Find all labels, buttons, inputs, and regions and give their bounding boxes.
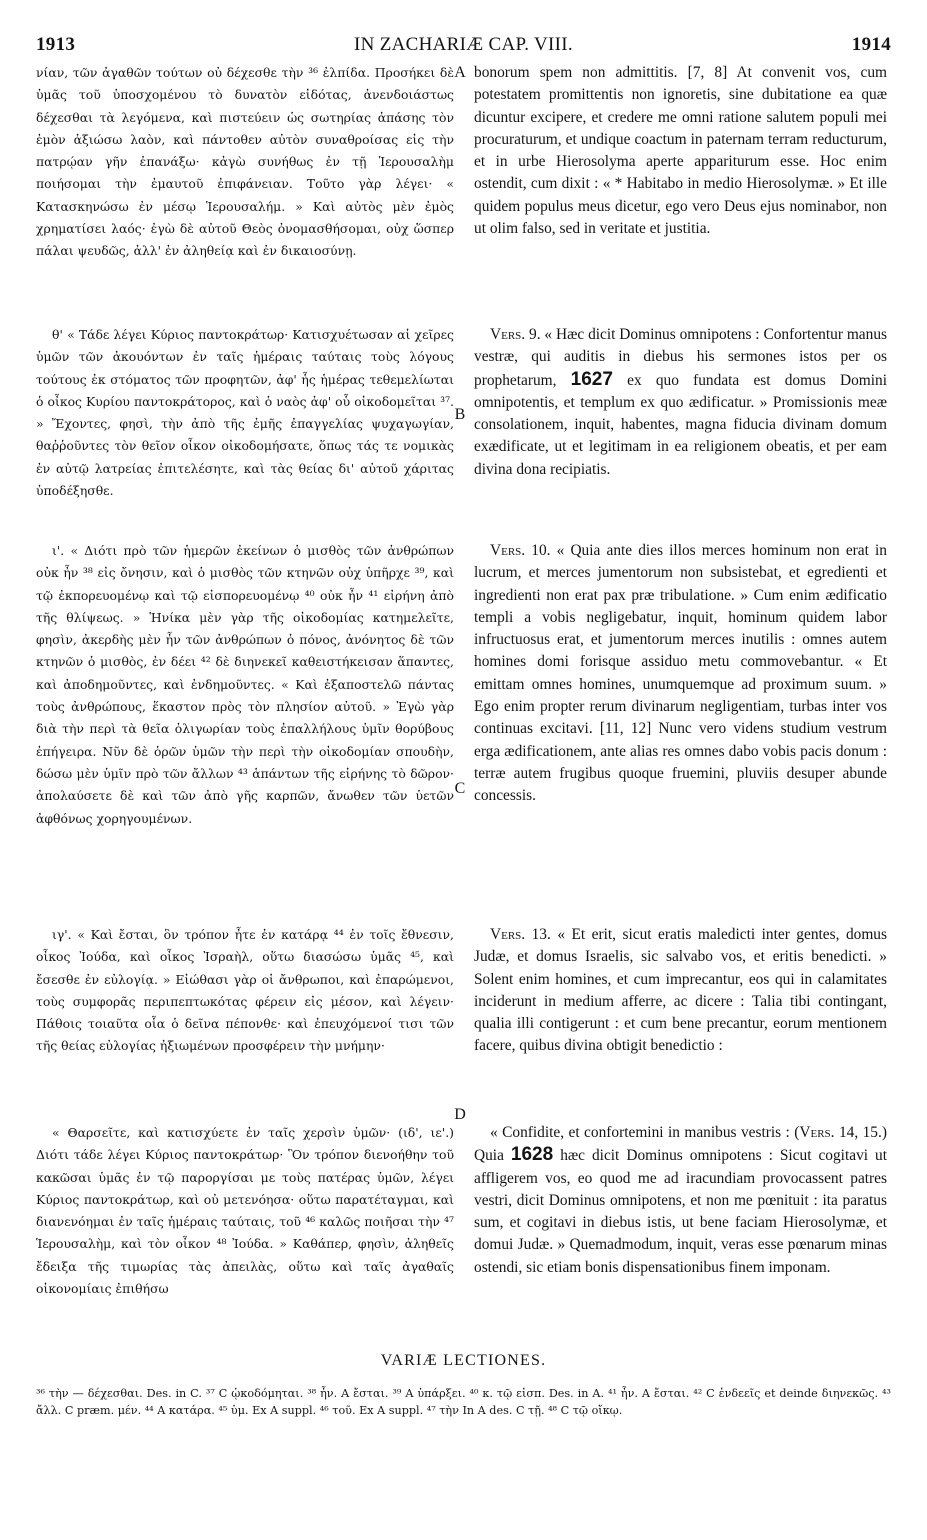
latin-text: « Confidite, et confortemini in manibus vestris : (	[490, 1124, 800, 1141]
latin-paragraph	[474, 540, 887, 808]
latin-text: ) Quia	[474, 1124, 887, 1165]
margin-letter-c: C	[454, 780, 466, 797]
latin-text: « Hæc dicit Dominus omnipotens : Confortentur manus vestræ, qui auditis in diebus his sermones istos per os prophetarum,	[474, 326, 888, 389]
greek-paragraph: ι'. « Διότι πρὸ τῶν ἡμερῶν ἐκείνων ὁ μισθὸς τῶν ἀνθρώπων οὐκ ἦν ³⁸ εἰς ὄνησιν, καὶ ὁ μισθὸς τῶν κτηνῶν οὐχ ὑπῆρχε ³⁹, καὶ τῷ ἐκπορευομένῳ καὶ τῷ εἰσπορευομένῳ ⁴⁰ οὐκ ἦν ⁴¹ εἰρήνη ἀπὸ τῆς θλίψεως. » Ἡνίκα μὲν γὰρ τῆς οἰκοδομίας κατημελεῖτε, φησὶν, ἀκερδὴς μὲν ἦν τῶν ἀνθρώπων ὁ πόνος, ἀνόνητος δὲ τῶν κτηνῶν ὁ μισθὸς, ἐν δέει ⁴² δὲ διηνεκεῖ καθειστήκεισαν ἅπαντες, καὶ ἀποδημοῦντες, καὶ ἐνδημοῦντες. « Καὶ ἐξαποστελῶ πάντας τοὺς ἀνθρώπους, ἕκαστον πρὸς τὸν πλησίον αὐτοῦ. » Ἐγὼ γὰρ διὰ τὴν περὶ τὰ θεῖα ὀλιγωρίαν τοὺς ἐπαλλήλους ὑμῖν θορύβους ἐπήγειρα. Νῦν δὲ ὁρῶν ὑμῶν τὴν περὶ τὴν οἰκοδομίαν σπουδὴν, δώσω μὲν ὑμῖν πρὸ τῶν ἄλλων ⁴³ ἁπάντων τῆς εἰρήνης τὸ δῶρον· ἀπολαύσετε δὲ καὶ τῶν ἀπὸ γῆς καρπῶν, ἄνωθεν τῶν ὑετῶν ἀφθόνως χορηγουμένων.	[36, 543, 454, 826]
verse-marker: Vers. 14, 15.	[799, 1124, 882, 1141]
verse-marker: Vers. 10.	[490, 542, 551, 559]
greek-paragraph: « Θαρσεῖτε, καὶ κατισχύετε ἐν ταῖς χερσὶν ὑμῶν· (ιδ', ιε'.) Διότι τάδε λέγει Κύριος παντοκράτωρ· Ὃν τρόπον διενοήθην τοῦ κακῶσαι ὑμᾶς ἐν τῷ παροργίσαι με τοὺς πατέρας ὑμῶν, λέγει Κύριος παντοκράτωρ, καὶ οὐ μετενόησα· οὕτω παρατέταγμαι, καὶ διανενόημαι ἐν ταῖς ἡμέραις ταύταις, τοῦ ⁴⁶ καλῶς ποιῆσαι τὴν ⁴⁷ Ἱερουσαλὴμ, καὶ τὸν οἶκον ⁴⁸ Ἰούδα. » Καθάπερ, φησὶν, ἀληθεῖς ἔδειξα τῆς τιμωρίας τὰς ἀπειλὰς, οὕτω καὶ ταῖς ἀγαθαῖς οἰκονομίαις ἐπιθήσω	[36, 1125, 454, 1297]
latin-paragraph	[474, 924, 887, 1058]
margin-letter-a: A	[454, 64, 466, 81]
latin-paragraph	[474, 324, 887, 481]
greek-paragraph: νίαν, τῶν ἀγαθῶν τούτων οὐ δέχεσθε τὴν ³⁶ ἐλπίδα. Προσήκει δὲ ὑμᾶς τοῦ ὑποσχομένου τὸ δυνατὸν εἰδότας, ἀνενδοιάστως δέχεσθαι τὰ λεγόμενα, καὶ πιστεύειν ὡς σωτηρίας ἁπάσης τὸν ἐμὸν ἀξιώσω λαὸν, καὶ πάντοθεν αὐτὸν συναθροίσας εἰς τὴν πατρῴαν γῆν ἐπανάξω· κἀγὼ συνήθως ἐν τῇ Ἱερουσαλὴμ ποιήσομαι τὴν ἐμαυτοῦ ἐπιφάνειαν. Τοῦτο γὰρ λέγει· « Κατασκηνώσω ἐν μέσῳ Ἱερουσαλήμ. » Καὶ αὐτὸς μὲν ἐμὸς χρηματίσει λαός· ἐγὼ δὲ αὐτοῦ Θεὸς ὀνομασθήσομαι, οὐχ ὥσπερ πάλαι ψευδῶς, ἀλλ' ἐν ἀληθείᾳ καὶ ἐν δικαιοσύνῃ.	[36, 65, 454, 259]
margin-letter-d: D	[454, 1106, 466, 1123]
latin-text: hæc dicit Dominus omnipotens : Sicut cogitavi ut affligerem vos, eo quod me ad iracundiam provocassent patres vestri, dicit Dominus omnipotens, et non me pœnituit : ita paratus sum, et cogitavi in diebus istis, ut bene faciam Hierosolymæ, et domui Judæ. » Quemadmodum, inquit, veras esse pœnarum minas ostendi, sic etiam bonis dispensationibus finem imponam.	[474, 1147, 888, 1276]
column-number: 1628	[510, 1144, 554, 1166]
greek-paragraph: ιγ'. « Καὶ ἔσται, ὃν τρόπον ἦτε ἐν κατάρᾳ ⁴⁴ ἐν τοῖς ἔθνεσιν, οἶκος Ἰούδα, καὶ οἶκος Ἰσραὴλ, οὕτω διασώσω ὑμᾶς ⁴⁵, καὶ ἔσεσθε ἐν εὐλογίᾳ. » Εἰώθασι γὰρ οἱ ἄνθρωποι, καὶ ἐπαρώμενοι, τοὺς συμφορᾶς περιπεπτωκότας φέρειν εἰς μέσον, καὶ λέγειν· Πάθοις τοιαῦτα οἷα ὁ δεῖνα πέπονθε· καὶ ἐπευχόμενοί τισι τῶν τῆς θείας εὐλογίας ἠξιωμένων προσφέρειν τὴν μνήμην·	[36, 927, 454, 1054]
verse-marker: Vers. 9.	[490, 326, 541, 343]
variae-lectiones-notes: ³⁶ τὴν — δέχεσθαι. Des. in C. ³⁷ C ᾠκοδόμηται. ³⁸ ἦν. A ἔσται. ³⁹ A ὑπάρξει. ⁴⁰ κ. τῷ εἰσπ. Des. in A. ⁴¹ ἦν. A ἔσται. ⁴² C ἐνδεεῖς et deinde διηνεκῶς. ⁴³ ἄλλ. C præm. μέν. ⁴⁴ A κατάρα. ⁴⁵ ὑμ. Ex A suppl. ⁴⁶ τοῦ. Ex A suppl. ⁴⁷ τὴν In A des. C τῇ. ⁴⁸ C τῷ οἴκῳ.	[36, 1387, 891, 1417]
greek-paragraph: θ' « Τάδε λέγει Κύριος παντοκράτωρ· Κατισχυέτωσαν αἱ χεῖρες ὑμῶν τῶν ἀκουόντων ἐν ταῖς ἡμέραις ταύταις τοὺς λόγους τούτους ἐκ στόματος τῶν προφητῶν, ἀφ' ἧς ἡμέρας τεθεμελίωται ὁ οἶκος Κυρίου παντοκράτορος, καὶ ὁ ναὸς ἀφ' οὗ οἰκοδομεῖται ³⁷. » Ἔχοντες, φησὶ, τὴν ἀπὸ τῆς ἐμῆς ἐπαγγελίας ψυχαγωγίαν, θαῤῥοῦντες τὸν θεῖον οἶκον οἰκοδομήσατε, ὅπως τάς τε νομικὰς ἐν αὐτῷ λατρείας ἐπιτελέσητε, καὶ τὰς θείας δι' αὐτοῦ χάριτας ὑποδέξησθε.	[36, 327, 454, 499]
running-title: IN ZACHARIÆ CAP. VIII.	[354, 34, 573, 55]
page-number-left: 1913	[36, 34, 76, 55]
latin-text: « Quia ante dies illos merces hominum non erat in lucrum, et merces jumentorum non subsistebat, et egredienti et ingredienti non erat pax præ tribulatione. » Cum enim ædificatio templi a vobis negligebatur, inquit, hominum quidem labor infructuosus erat, et jumentorum merces inutilis : omnes autem homines domi forisque assiduo metu commovebantur. « Et emittam omnes homines, unumquemque ad proximum suum. » Ego enim propter rerum divinarum negligentiam, turbas inter vos continuas excitavi. [11, 12] Nunc vero videns studium vestrum erga ædificationem, ante alias res omnes dabo vobis pacis donum : terræ autem frugibus quoque fruemini, pluviis desuper abunde concessis.	[474, 542, 887, 805]
page-number-right: 1914	[851, 34, 891, 55]
variae-lectiones-title: VARIÆ LECTIONES.	[380, 1352, 547, 1369]
latin-paragraph	[474, 1122, 887, 1279]
column-number: 1627	[570, 368, 613, 390]
latin-text: ex quo fundata est domus Domini omnipotentis, et templum ex quo ædificatur. » Promissionis meæ consolationem, inquit, habentes, magna fiducia divinam domum exædificate, ut et legitimam in ea religionem obeatis, et per eam divina dona recipiatis.	[474, 371, 887, 478]
margin-letter-b: B	[454, 406, 466, 423]
latin-text: « Et erit, sicut eratis maledicti inter gentes, domus Judæ, et domus Israelis, sic salvabo vos, et eritis benedicti. » Solent enim homines, et cum imprecantur, eos qui in calamitates inciderunt in medium afferre, ac dicere : Talia tibi contingant, qualia illi contigerunt : et cum bene precantur, eorum mentionem facere, quibus divina obtigit benedictio :	[474, 926, 887, 1055]
latin-paragraph: bonorum spem non admittitis. [7, 8] At convenit vos, cum potestatem promittentis non ignoretis, sine dubitatione ea quæ dicuntur excipere, et credere me omni ratione salutem populi mei procuraturum, et undique coactum in paternam terram reducturum, et in urbe Hierosolyma aperte appariturum esse. Hoc enim ostendit, cum dixit : « * Habitabo in medio Hierosolymæ. » Et ille quidem populus meus dicetur, ego vero Deus ejus nominabor, non ut olim falso, sed in veritate et justitia.	[474, 64, 887, 238]
page-header	[36, 34, 891, 58]
verse-marker: Vers. 13.	[490, 926, 551, 943]
